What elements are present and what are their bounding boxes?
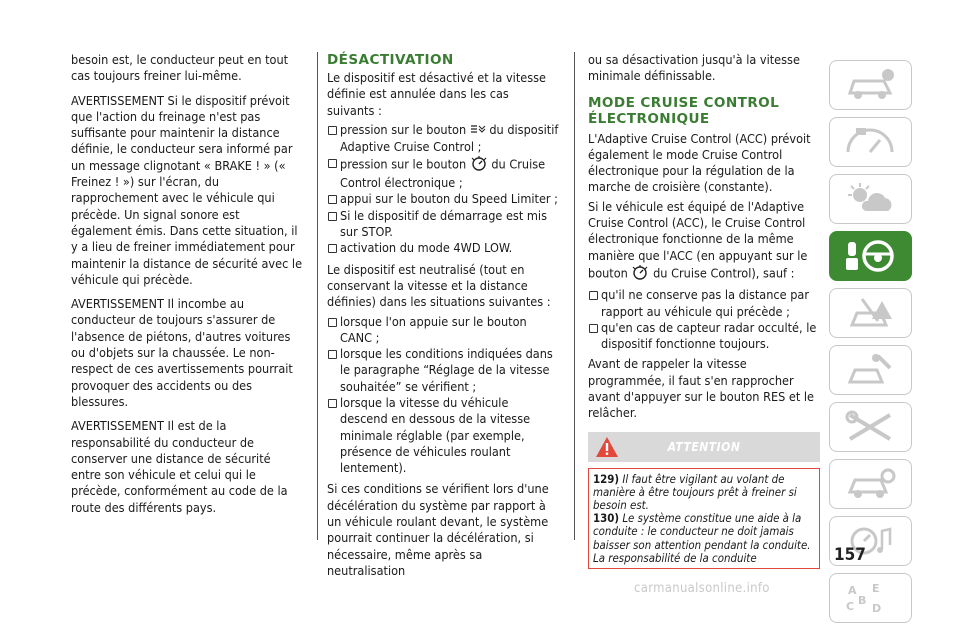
list-item: qu'en cas de capteur radar occulté, le dispositif fonctionne toujours. <box>588 320 820 353</box>
warning-car-icon <box>842 295 898 331</box>
attention-title: ATTENTION <box>667 439 741 454</box>
list-item <box>327 155 559 192</box>
list-item: lorsque l'on appuie sur le bouton CANC ; <box>327 314 559 347</box>
warning-text: Il faut être vigilant au volant de manière à être toujours prêt à freiner si besoin est. <box>593 471 797 513</box>
tab-index[interactable] <box>829 573 912 623</box>
tab-warning[interactable] <box>829 288 912 338</box>
attention-box <box>588 468 820 569</box>
section-heading-cruise-control: MODE CRUISE CONTROL ÉLECTRONIQUE <box>588 94 780 127</box>
section-heading-deactivation: DÉSACTIVATION <box>327 52 454 68</box>
tab-dashboard[interactable] <box>829 117 912 167</box>
column-left <box>71 52 303 524</box>
warning-item <box>593 512 815 565</box>
driving-steering-icon <box>842 238 898 274</box>
paragraph: Si ces conditions se vérifient lors d'une décélération du système par rapport à un véhicule roulant devant, le système pourrait continuer la décélération, si nécessaire, même après sa neutralisation <box>327 481 549 578</box>
column-divider <box>574 52 575 540</box>
weather-light-icon <box>842 181 898 217</box>
column-middle <box>327 52 559 587</box>
maintenance-tools-icon <box>842 409 898 445</box>
svg-text:E: E <box>872 582 880 595</box>
paragraph: ou sa désactivation jusqu'à la vitesse minimale définissable. <box>588 52 800 84</box>
svg-text:D: D <box>872 602 882 615</box>
tab-weather[interactable] <box>829 174 912 224</box>
tab-emergency[interactable] <box>829 345 912 395</box>
specs-car-icon <box>842 466 898 502</box>
svg-text:A: A <box>848 584 857 597</box>
dashboard-lights-icon <box>842 124 898 160</box>
column-divider <box>317 52 318 540</box>
list-item: appui sur le bouton du Speed Limiter ; <box>327 191 559 207</box>
list-item: activation du mode 4WD LOW. <box>327 240 559 256</box>
warning-text: Le système constitue une aide à la conduite : le conducteur ne doit jamais baisser son attention pendant la conduite. La responsabilité de la conduite <box>593 511 811 565</box>
svg-text:B: B <box>858 594 867 607</box>
tab-driving[interactable] <box>829 231 912 281</box>
cruise-control-icon <box>631 264 649 284</box>
warning-paragraph: AVERTISSEMENT Il incombe au conducteur de toujours s'assurer de l'absence de piétons, d'autres voitures ou d'objets sur la chaussée. Le non-respect de ces avertissements pourrait provoquer des accidents ou des blessures. <box>71 296 293 409</box>
tab-specs[interactable] <box>829 459 912 509</box>
svg-text:C: C <box>846 600 855 613</box>
index-letters-icon <box>842 580 898 616</box>
list-item <box>327 122 559 155</box>
warning-paragraph: AVERTISSEMENT Si le dispositif prévoit que l'action du freinage n'est pas suffisante pour maintenir la distance définie, le conducteur sera informé par un message clignotant « BRAKE ! » (« Freinez ! ») sur l'écran, du rapprochement avec le véhicule qui précède. Un signal sonore est également émis. Dans cette situation, il y a lieu de freiner immédiatement pour maintenir la distance de sécurité avec le véhicule qui précède. <box>71 92 303 287</box>
column-right <box>588 52 820 569</box>
paragraph <box>588 199 820 284</box>
watermark: carmanualsonline.info <box>634 581 770 596</box>
list-item-text: du Cruise Control électronique ; <box>340 156 546 191</box>
paragraph: Le dispositif est neutralisé (tout en conservant la vitesse et la distance définies) dans les situations suivantes : <box>327 261 551 310</box>
paragraph: L'Adaptive Cruise Control (ACC) prévoit également le mode Cruise Control électronique pour la régulation de la marche de croisière (constante). <box>588 130 811 195</box>
list-item: qu'il ne conserve pas la distance par rapport au véhicule qui précède ; <box>588 287 820 320</box>
paragraph-text: Si le véhicule est équipé de l'Adaptive Cruise Control (ACC), le Cruise Control électronique fonctionne de la même manière que l'ACC (en appuyant sur le bouton <box>588 198 808 281</box>
cruise-control-icon <box>470 155 488 175</box>
warning-number: 130) <box>593 511 620 526</box>
list-item-text: pression sur le bouton <box>340 121 467 137</box>
warning-number: 129) <box>593 471 620 486</box>
car-info-icon <box>842 67 898 103</box>
list-item: lorsque la vitesse du véhicule descend en dessous de la vitesse minimale réglable (par exemple, présence de véhicules roulant lentement). <box>327 395 559 476</box>
tab-maintenance[interactable] <box>829 402 912 452</box>
tab-car-info[interactable] <box>829 60 912 110</box>
paragraph-text: du Cruise Control), sauf : <box>653 265 795 281</box>
attention-banner <box>588 432 820 462</box>
list-item: lorsque les conditions indiquées dans le paragraphe “Réglage de la vitesse souhaitée” se vérifient ; <box>327 346 559 395</box>
paragraph: Avant de rappeler la vitesse programmée, il faut s'en rapprocher avant d'appuyer sur le bouton RES et le relâcher. <box>588 356 815 421</box>
warning-paragraph: AVERTISSEMENT Il est de la responsabilité du conducteur de conserver une distance de sécurité entre son véhicule et celui qui le précède, conformément au code de la route des différents pays. <box>71 418 288 515</box>
paragraph: besoin est, le conducteur peut en tout cas toujours freiner lui-même. <box>71 52 289 84</box>
page-number: 157 <box>834 545 866 565</box>
warning-item <box>593 473 815 513</box>
list-item: Si le dispositif de démarrage est mis sur STOP. <box>327 208 559 241</box>
list-item-text: du dispositif Adaptive Cruise Control ; <box>340 121 559 154</box>
list-item-text: pression sur le bouton <box>340 156 467 172</box>
emergency-wrench-icon <box>842 352 898 388</box>
paragraph: Le dispositif est désactivé et la vitesse définie est annulée dans les cas suivants : <box>327 70 547 118</box>
acc-button-icon <box>470 122 486 138</box>
